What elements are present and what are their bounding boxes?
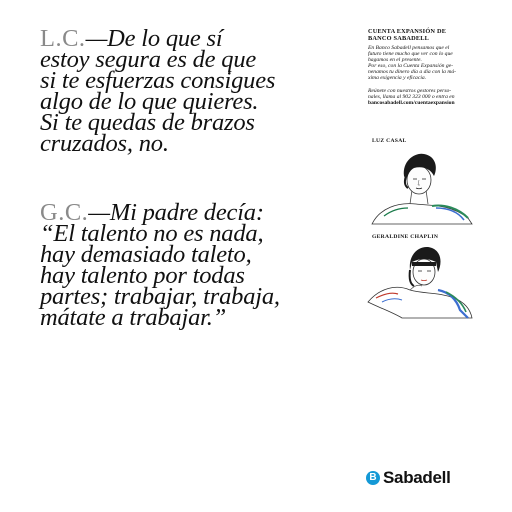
promo-line: nales, llama al 902 323 000 o entra en [368,93,455,100]
promo-line: hagamos en el presente. [368,57,422,64]
quote-opening: —De lo que sí [85,25,223,52]
quote-line: estoy segura es de que [40,46,257,73]
speaker-initials: G.C. [40,199,89,226]
portrait-illustration-luz-casal [362,146,482,226]
promo-line: En Banco Sabadell pensamos que el [368,45,450,51]
promo-title-line: CUENTA EXPANSIÓN DE [368,28,447,35]
promo-title-line: BANCO SABADELL [368,35,430,42]
promo-body [368,45,480,106]
quote-luz-casal [40,25,358,157]
promo-url-text[interactable]: bancosabadell.com/cuentaexpansion [368,99,455,106]
sabadell-logo-icon: B [366,471,380,485]
promo-url[interactable] [368,100,480,106]
quote-line: algo de lo que quieres. [40,88,259,115]
promo-line: nenamos tu dinero día a día con la má- [368,69,457,76]
promo-line: futuro tiene mucho que ver con lo que [368,51,453,58]
portrait-illustration-geraldine-chaplin [362,240,482,320]
portrait-label-luz-casal: LUZ CASAL [372,138,407,144]
quote-line: cruzados, no. [40,130,169,157]
promo-sidebar [368,28,480,106]
quote-line: “El talento no es nada, [40,220,264,247]
portrait-label-geraldine-chaplin: GERALDINE CHAPLIN [372,234,439,240]
promo-line: Reúnete con nuestros gestores perso- [368,87,452,94]
quote-line: Si te quedas de brazos [40,109,255,136]
promo-line: xima exigencia y eficacia. [368,75,427,82]
quote-geraldine-chaplin [40,199,358,331]
quote-opening: —Mi padre decía: [88,199,264,226]
sabadell-logo [366,468,451,488]
quote-line: mátate a trabajar.” [40,304,227,331]
quote-line: hay talento por todas [40,262,245,289]
quote-line: si te esfuerzas consigues [40,67,276,94]
speaker-initials: L.C. [40,25,86,52]
promo-title [368,28,480,42]
quote-line: hay demasiado taleto, [40,241,252,268]
quote-line: partes; trabajar, trabaja, [40,283,280,310]
sabadell-logo-text: Sabadell [383,468,451,487]
promo-line: Por eso, con la Cuenta Expansión ge- [368,63,453,70]
